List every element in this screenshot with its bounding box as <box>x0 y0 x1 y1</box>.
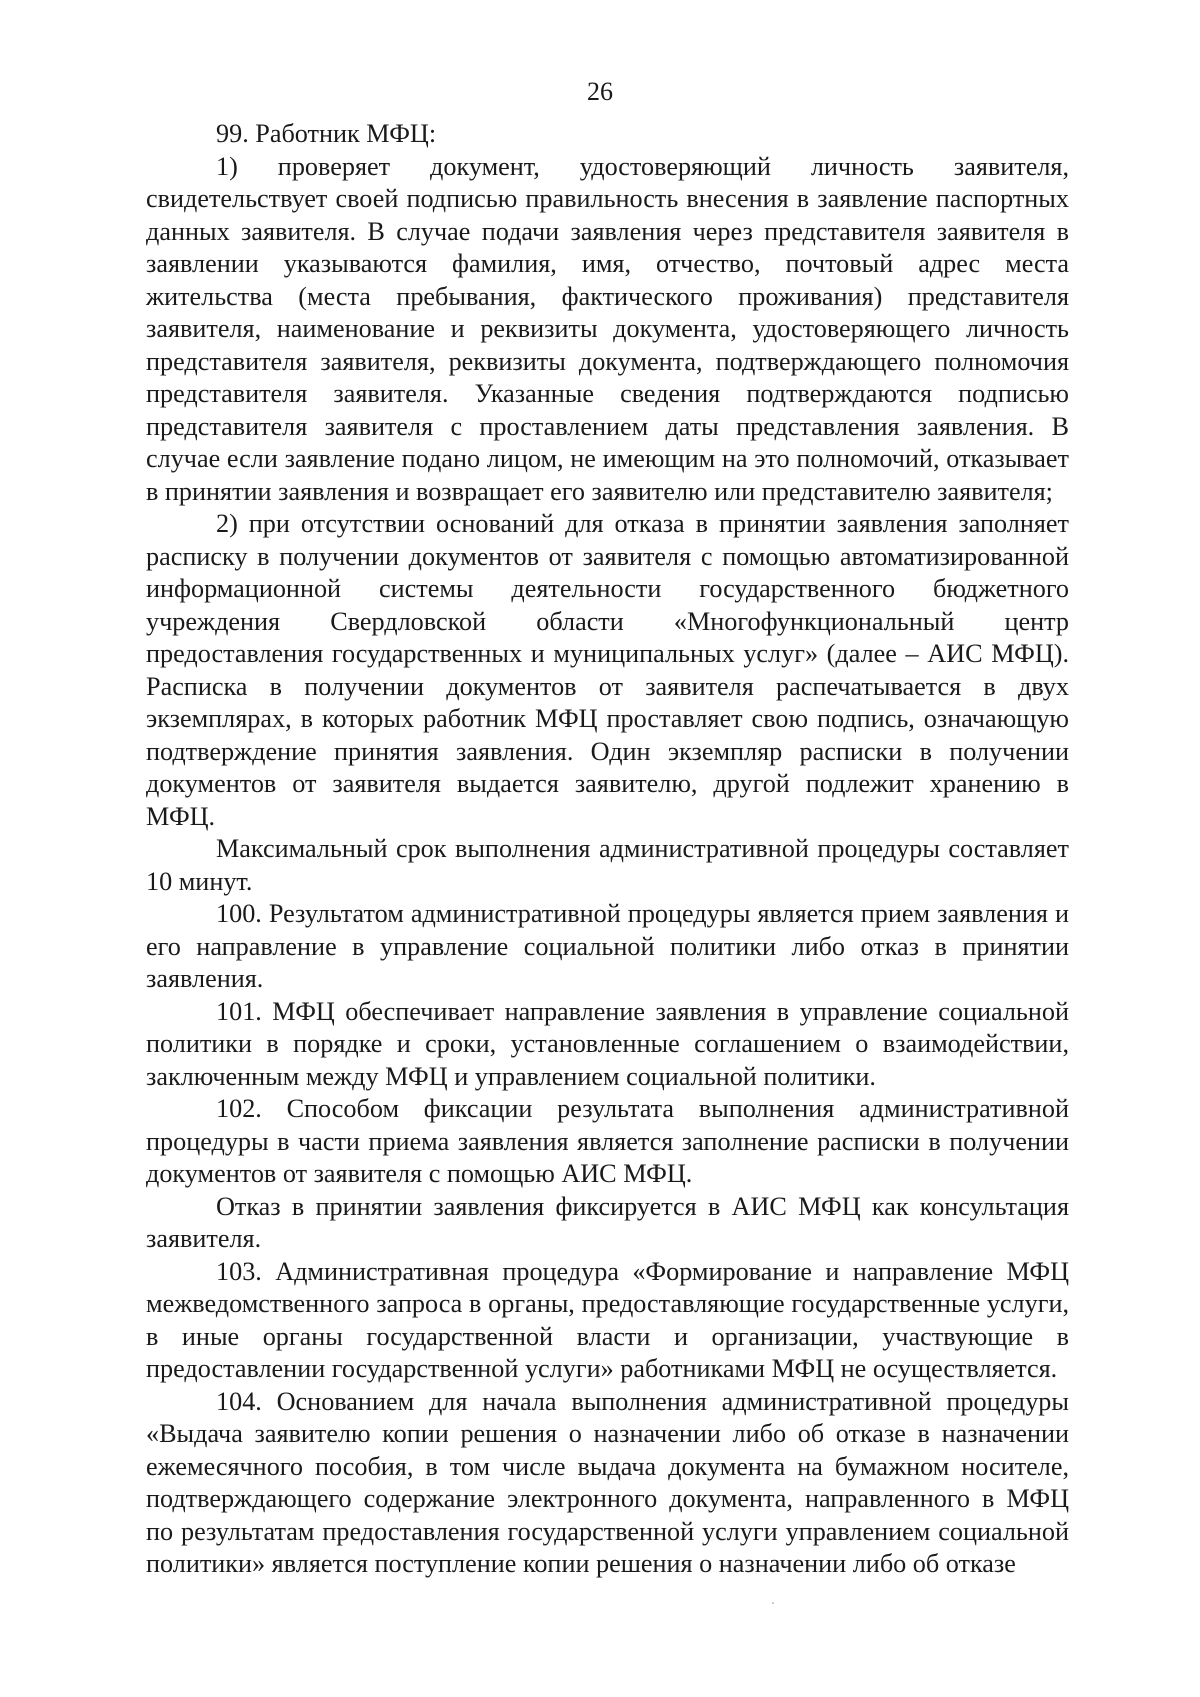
paragraph-101: 101. МФЦ обеспечивает направление заявления в управление социальной политики в порядке и сроки, установленные соглашением о взаимодействии, заключенным между МФЦ и управлением социальной политики. <box>146 996 1069 1091</box>
paragraph-99: 99. Работник МФЦ: <box>216 119 437 148</box>
paragraph-99-item-1: 1) проверяет документ, удостоверяющий личность заявителя, свидетельствует своей подписью правильность внесения в заявление паспортных данных заявителя. В случае подачи заявления через представителя заявителя в заявлении указываются фамилия, имя, отчество, почтовый адрес места жительства (места пребывания, фактического проживания) представителя заявителя, наименование и реквизиты документа, удостоверяющего личность представителя заявителя, реквизиты документа, подтверждающего полномочия представителя заявителя. Указанные сведения подтверждаются подписью представителя заявителя с проставлением даты представления заявления. В случае если заявление подано лицом, не имеющим на это полномочий, отказывает в принятии заявления и возвращает его заявителю или представителю заявителя; <box>146 151 1069 506</box>
paragraph-99-item-2: 2) при отсутствии оснований для отказа в принятии заявления заполняет расписку в получении документов от заявителя с помощью автоматизированной информационной системы деятельности государственного бюджетного учреждения Свердловской области «Многофункциональный центр предоставления государственных и муниципальных услуг» (далее – АИС МФЦ). Расписка в получении документов от заявителя распечатывается в двух экземплярах, в которых работник МФЦ проставляет свою подпись, означающую подтверждение принятия заявления. Один экземпляр расписки в получении документов от заявителя выдается заявителю, другой подлежит хранению в МФЦ. <box>146 509 1069 831</box>
document-body <box>146 118 1069 1581</box>
paragraph-103: 103. Административная процедура «Формирование и направление МФЦ межведомственного запроса в органы, предоставляющие государственные услуги, в иные органы государственной власти и организации, участвующие в предоставлении государственной услуги» работниками МФЦ не осуществляется. <box>146 1256 1069 1383</box>
page-number: 26 <box>587 77 613 106</box>
paragraph-102: 102. Способом фиксации результата выполнения административной процедуры в части приема заявления является заполнение расписки в получении документов от заявителя с помощью АИС МФЦ. <box>146 1094 1069 1188</box>
paragraph-100: 100. Результатом административной процедуры является прием заявления и его направление в управление социальной политики либо отказ в принятии заявления. <box>146 899 1069 993</box>
paragraph-102-refusal: Отказ в принятии заявления фиксируется в АИС МФЦ как консультация заявителя. <box>146 1191 1069 1253</box>
scan-speck <box>772 1602 774 1604</box>
paragraph-104: 104. Основанием для начала выполнения административной процедуры «Выдача заявителю копии решения о назначении либо об отказе в назначении ежемесячного пособия, в том числе выдача документа на бумажном носителе, подтверждающего содержание электронного документа, направленного в МФЦ по результатам предоставления государственной услуги управлением социальной политики» является поступление копии решения о назначении либо об отказе <box>146 1386 1069 1578</box>
paragraph-99-max-time: Максимальный срок выполнения административной процедуры составляет 10 минут. <box>146 834 1069 896</box>
